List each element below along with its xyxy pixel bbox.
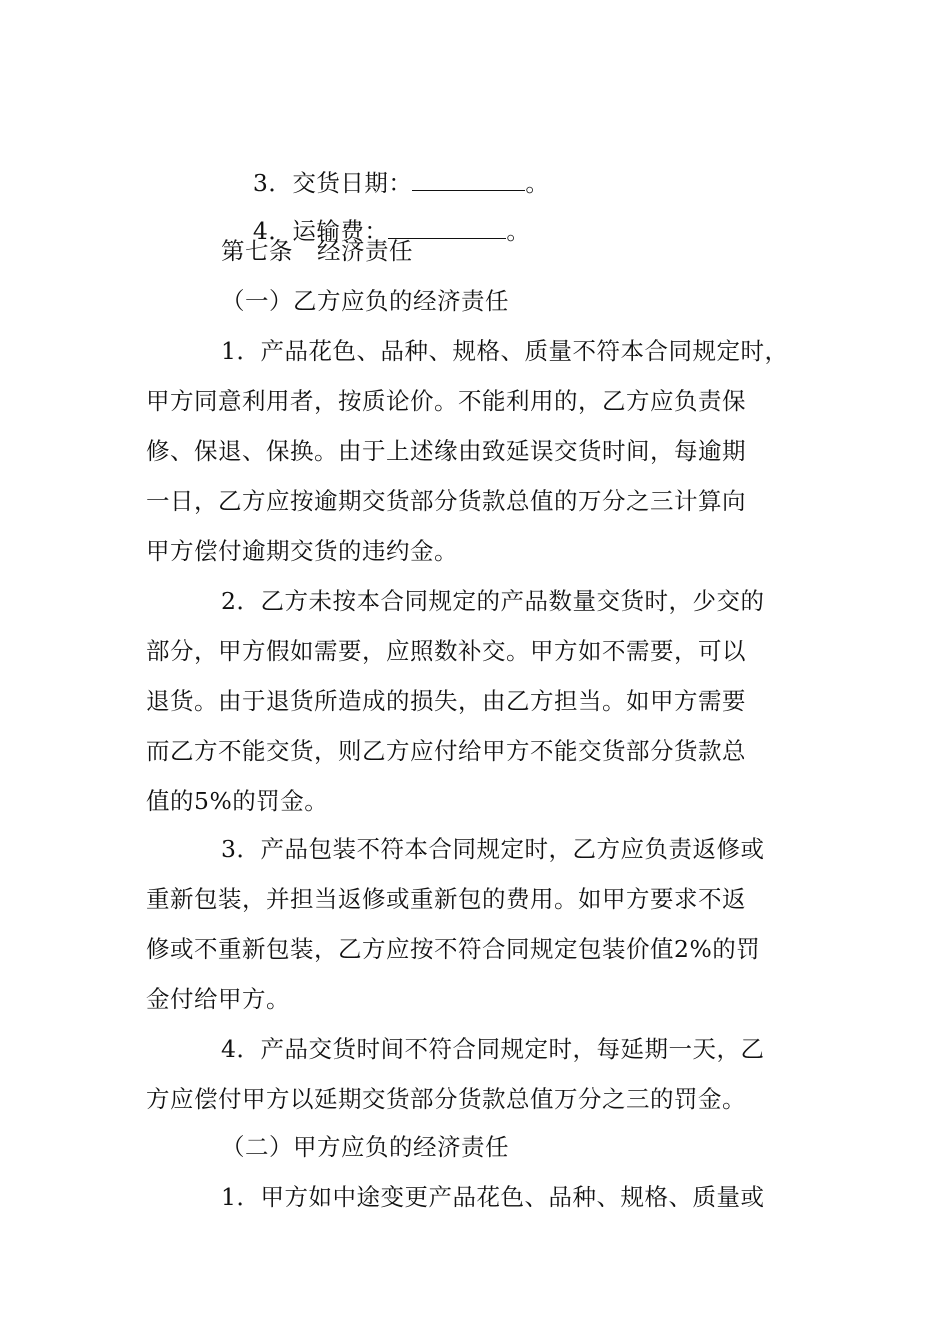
delivery-date-label: 3．交货日期： — [252, 169, 413, 197]
paragraph-line: 4．产品交货时间不符合同规定时，每延期一天，乙 — [221, 1035, 765, 1063]
paragraph-line: 2．乙方未按本合同规定的产品数量交货时，少交的 — [221, 587, 765, 615]
paragraph-line: 一日，乙方应按逾期交货部分货款总值的万分之三计算向 — [146, 487, 746, 515]
transport-fee-end: 。 — [506, 217, 531, 245]
paragraph-line: 修、保退、保换。由于上述缘由致延误交货时间，每逾期 — [146, 437, 746, 465]
paragraph-line: 金付给甲方。 — [146, 985, 290, 1013]
transport-fee-label: 4．运输费： — [252, 217, 389, 245]
delivery-date-end: 。 — [525, 169, 550, 197]
paragraph-line: 重新包装，并担当返修或重新包的费用。如甲方要求不返 — [146, 885, 746, 913]
paragraph-line: 修或不重新包装，乙方应按不符合同规定包装价值2%的罚 — [146, 935, 761, 963]
paragraph-line: 甲方同意利用者，按质论价。不能利用的，乙方应负责保 — [146, 387, 746, 415]
paragraph-line: 退货。由于退货所造成的损失，由乙方担当。如甲方需要 — [146, 687, 746, 715]
paragraph-line: 方应偿付甲方以延期交货部分货款总值万分之三的罚金。 — [146, 1085, 746, 1113]
paragraph-line: 甲方偿付逾期交货的违约金。 — [146, 537, 458, 565]
paragraph-line: 1．产品花色、品种、规格、质量不符本合同规定时， — [221, 337, 789, 365]
paragraph-line: 部分，甲方假如需要，应照数补交。甲方如不需要，可以 — [146, 637, 746, 665]
section-heading: （二）甲方应负的经济责任 — [221, 1133, 509, 1161]
paragraph-line: 3．产品包装不符本合同规定时，乙方应负责返修或 — [221, 835, 765, 863]
section-heading: （一）乙方应负的经济责任 — [221, 287, 509, 315]
paragraph-line: 值的5%的罚金。 — [146, 787, 329, 815]
paragraph-line: 而乙方不能交货，则乙方应付给甲方不能交货部分货款总 — [146, 737, 746, 765]
paragraph-line: 1．甲方如中途变更产品花色、品种、规格、质量或 — [221, 1183, 765, 1211]
article-heading: 第七条 经济责任 — [221, 237, 413, 265]
